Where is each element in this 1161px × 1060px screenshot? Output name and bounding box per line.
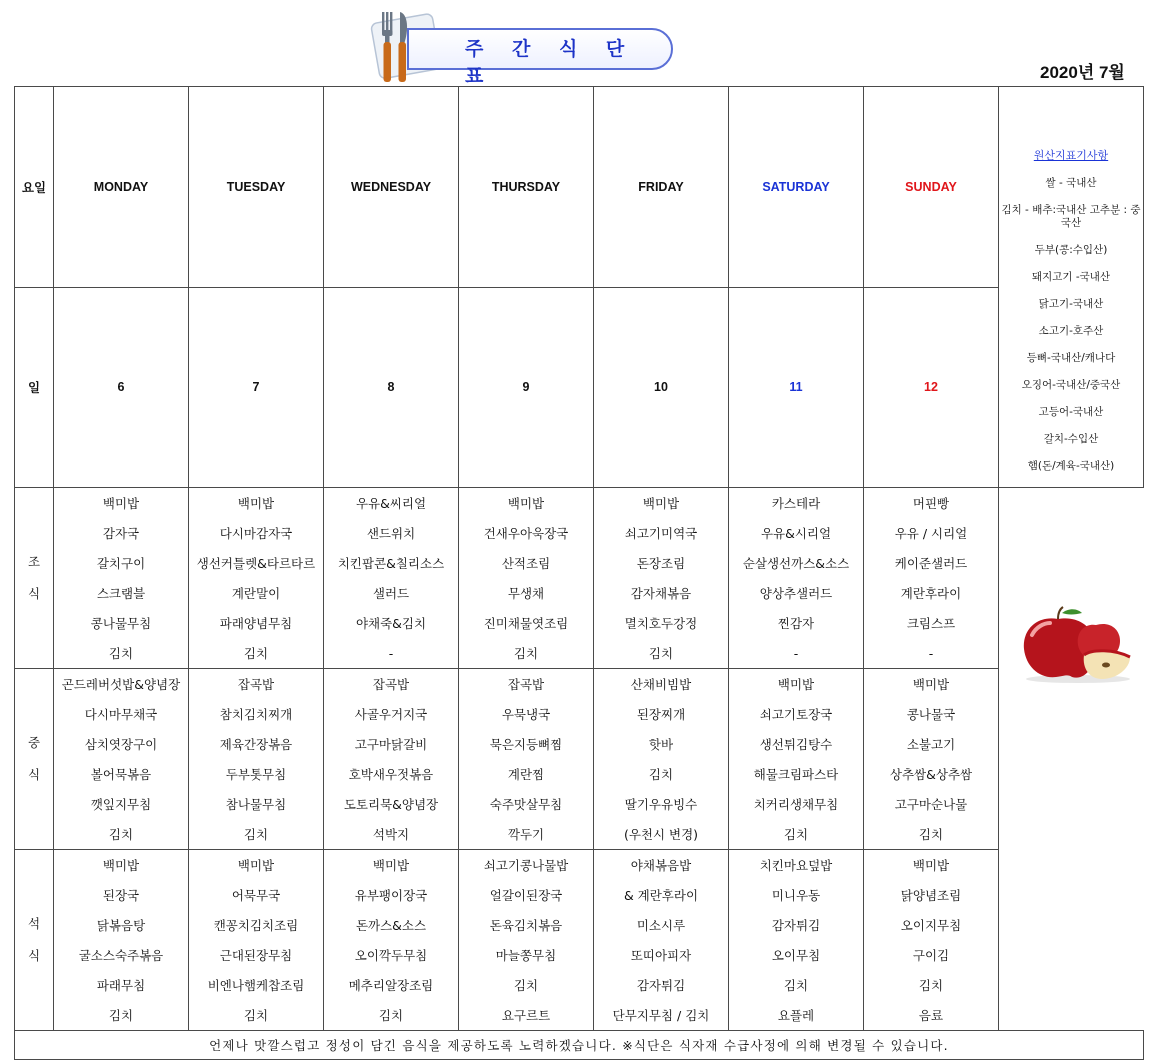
menu-item-text: 핫바 [648,737,674,752]
day-label: 요일 [15,87,54,288]
menu-item [594,970,729,1000]
menu-item [729,548,864,578]
menu-item-text: 김치 [108,646,134,661]
menu-item-text: 제육간장볶음 [219,737,293,752]
menu-item [189,910,324,940]
menu-item-text: 돈육김치볶음 [489,918,563,933]
day-header: THURSDAY [459,87,594,288]
menu-item [729,819,864,850]
menu-item [324,880,459,910]
menu-item-text: 케이준샐러드 [894,556,968,571]
menu-item [729,759,864,789]
menu-item [54,789,189,819]
menu-item [54,970,189,1000]
menu-item [189,608,324,638]
menu-item [459,638,594,669]
menu-item [594,940,729,970]
menu-item-text: 석박지 [372,827,410,842]
origin-title[interactable]: 원산지표기사항 [1033,149,1109,162]
breakfast-label [15,488,54,669]
menu-item [189,669,324,700]
menu-item [864,518,999,548]
menu-item-text: 고구마순나물 [894,797,968,812]
menu-item-text: 스크램블 [96,586,146,601]
menu-item [594,608,729,638]
origin-item: 등뼈-국내산/캐나다 [1026,352,1116,364]
page-title: 주 간 식 단 표 [465,38,636,87]
menu-item-text: 근대된장무침 [219,948,293,963]
menu-item [54,880,189,910]
menu-item-text: 요플레 [777,1008,815,1023]
menu-item-text: 백미밥 [642,496,680,511]
menu-item [864,1000,999,1031]
menu-item [459,608,594,638]
menu-item-text: 순살생선까스&소스 [742,556,850,571]
menu-item [459,940,594,970]
day-header: SATURDAY [729,87,864,288]
menu-item-text: 잡곡밥 [507,677,545,692]
menu-item-text: 미소시루 [636,918,686,933]
menu-item-text: 야채볶음밥 [630,858,692,873]
menu-item [594,1000,729,1031]
menu-item-text: 백미밥 [237,496,275,511]
menu-item [864,789,999,819]
menu-item [324,608,459,638]
date-cell: 11 [729,287,864,488]
menu-item-text: 두부톳무침 [225,767,287,782]
menu-item-text: 또띠아피자 [630,948,692,963]
menu-item [189,488,324,519]
menu-item-text: 깻잎지무침 [90,797,152,812]
menu-item-text: 어묵무국 [231,888,281,903]
menu-item [324,970,459,1000]
menu-item-text: 마늘쫑무침 [495,948,557,963]
menu-item-text: 곤드레버섯밥&양념장 [61,677,181,692]
day-header: SUNDAY [864,87,999,288]
menu-item-text: 오이지무침 [900,918,962,933]
menu-item [459,819,594,850]
menu-item-text: 된장찌개 [636,707,686,722]
date-cell: 7 [189,287,324,488]
menu-item-text: 멸치호두강정 [624,616,698,631]
menu-item-text: 김치 [108,827,134,842]
menu-item [594,518,729,548]
menu-item-text: 김치 [243,1008,269,1023]
menu-item [729,910,864,940]
weekly-menu-table [14,86,1144,1060]
menu-item-text: 고구마닭갈비 [354,737,428,752]
menu-item-text: 카스테라 [771,496,821,511]
menu-item-text: 김치 [108,1008,134,1023]
menu-item [54,548,189,578]
date-cell: 12 [864,287,999,488]
menu-item [729,669,864,700]
menu-item [459,518,594,548]
menu-item-text: 닭볶음탕 [96,918,146,933]
menu-item-text: 구이김 [912,948,950,963]
menu-item [54,729,189,759]
menu-item-text: 김치 [918,978,944,993]
origin-item: 고등어-국내산 [1038,406,1104,418]
menu-item-text: 생선튀김탕수 [759,737,833,752]
day-header: TUESDAY [189,87,324,288]
origin-item: 오징어-국내산/중국산 [1021,379,1121,391]
menu-item-text: 미니우동 [771,888,821,903]
menu-item-text: 김치 [648,646,674,661]
menu-item-text: 딸기우유빙수 [624,797,698,812]
menu-item [729,880,864,910]
meal-label-char: 식 [27,586,41,601]
menu-item-text: 백미밥 [912,858,950,873]
menu-item [864,578,999,608]
meal-label-char: 조 [27,554,41,569]
day-header: FRIDAY [594,87,729,288]
menu-item-text: - [928,645,934,661]
menu-item-text: - [793,645,799,661]
menu-item [189,638,324,669]
menu-item-text: 감자튀김 [636,978,686,993]
menu-item [864,819,999,850]
menu-item-text: 백미밥 [102,858,140,873]
menu-item [729,608,864,638]
menu-item-text: 잡곡밥 [237,677,275,692]
menu-item-text: 우묵냉국 [501,707,551,722]
origin-item: 돼지고기 -국내산 [1031,271,1111,283]
menu-item-text: 쇠고기토장국 [759,707,833,722]
menu-item [864,910,999,940]
menu-item-text: 얼갈이된장국 [489,888,563,903]
menu-item-text: 치킨팝콘&칠리소스 [337,556,445,571]
date-label: 일 [15,287,54,488]
menu-item-text: 참나물무침 [225,797,287,812]
menu-item [459,910,594,940]
menu-item [189,548,324,578]
menu-item [729,940,864,970]
menu-item-text: 파래양념무침 [219,616,293,631]
menu-item-text: 볼어묵볶음 [90,767,152,782]
menu-item [729,850,864,881]
menu-item-text: 치커리생채무침 [753,797,839,812]
menu-item-text: 김치 [783,978,809,993]
origin-item: 소고기-호주산 [1038,325,1104,337]
menu-item [459,669,594,700]
menu-item-text: 콩나물국 [906,707,956,722]
menu-item [324,548,459,578]
menu-item [54,910,189,940]
apple-image [1018,605,1136,683]
menu-item [54,850,189,881]
menu-item-text: 오이깍두무침 [354,948,428,963]
menu-item [459,850,594,881]
menu-item [594,488,729,519]
meal-label-char: 석 [27,916,41,931]
menu-item [459,759,594,789]
menu-item-text: 돈까스&소스 [355,918,427,933]
menu-item [324,819,459,850]
menu-item [54,518,189,548]
menu-item [324,638,459,669]
menu-item [189,970,324,1000]
menu-item-text: 김치 [783,827,809,842]
menu-item [189,699,324,729]
menu-item [54,1000,189,1031]
menu-item [729,578,864,608]
menu-item-text: 우유&시리얼 [760,526,832,541]
menu-item-text: 메추리알장조림 [348,978,434,993]
meal-label-char: 중 [27,735,41,750]
menu-item [729,1000,864,1031]
menu-item-text: 진미채물엿조림 [483,616,569,631]
menu-item [729,518,864,548]
menu-item [54,699,189,729]
menu-item [324,789,459,819]
menu-item [189,819,324,850]
menu-item [729,638,864,669]
menu-item [729,789,864,819]
menu-item [324,910,459,940]
menu-item [324,729,459,759]
menu-item [189,1000,324,1031]
origin-item: 김치 - 배추:국내산 고추분 : 중국산 [1001,204,1141,229]
day-header: MONDAY [54,87,189,288]
menu-item-text: 갈치구이 [96,556,146,571]
menu-item [594,910,729,940]
origin-item: 두부(콩:수입산) [1034,244,1108,256]
menu-item-text: 쇠고기미역국 [624,526,698,541]
menu-item-text: 단무지무침 / 김치 [612,1008,710,1023]
menu-item-text: & 계란후라이 [623,888,699,903]
menu-item-text: 계란말이 [231,586,281,601]
menu-item-text: 김치 [513,646,539,661]
menu-item-text: 김치 [648,767,674,782]
menu-item [459,789,594,819]
menu-item-text: 묵은지등뼈찜 [489,737,563,752]
menu-item [594,548,729,578]
menu-item [459,578,594,608]
menu-item-text: 계란찜 [507,767,545,782]
menu-item-text: 호박새우젓볶음 [348,767,434,782]
menu-item [729,488,864,519]
menu-item-text: 산채비빔밥 [630,677,692,692]
menu-item [54,669,189,700]
menu-item [324,669,459,700]
menu-item-text: 닭양념조림 [900,888,962,903]
menu-item-text: 크림스프 [906,616,956,631]
menu-item [324,850,459,881]
menu-item-text: 백미밥 [372,858,410,873]
menu-item-text: 무생채 [507,586,545,601]
date-cell: 6 [54,287,189,488]
menu-item-text: 삼치엿장구이 [84,737,158,752]
menu-item [54,638,189,669]
menu-item [54,578,189,608]
meal-label-char: 식 [27,767,41,782]
menu-item [594,578,729,608]
menu-item [189,850,324,881]
menu-item-text: 콩나물무침 [90,616,152,631]
menu-item [594,669,729,700]
menu-item [54,940,189,970]
menu-item-text: 생선커틀렛&타르타르 [196,556,316,571]
menu-item-text: 사골우거지국 [354,707,428,722]
menu-item-text: 도토리묵&양념장 [343,797,439,812]
menu-item-text: 백미밥 [777,677,815,692]
menu-item-text: 숙주맛살무침 [489,797,563,812]
menu-item-text: 오이무침 [771,948,821,963]
menu-item-text: 야채죽&김치 [355,616,427,631]
menu-item-text: 감자튀김 [771,918,821,933]
menu-item-text: 백미밥 [237,858,275,873]
menu-item [594,789,729,819]
menu-item-text: 머핀빵 [912,496,950,511]
menu-item [594,759,729,789]
menu-item-text: 유부팽이장국 [354,888,428,903]
menu-item [864,850,999,881]
dinner-label [15,850,54,1031]
menu-item [189,940,324,970]
menu-item [864,488,999,519]
menu-item-text: 쇠고기콩나물밥 [483,858,569,873]
menu-item-text: 파래무침 [96,978,146,993]
menu-item [459,699,594,729]
menu-item [864,759,999,789]
menu-item-text: 김치 [243,646,269,661]
menu-item [729,970,864,1000]
menu-item-text: 계란후라이 [900,586,962,601]
menu-item-text: 우유 / 시리얼 [894,526,968,541]
menu-item-text: 찐감자 [777,616,815,631]
menu-item [594,729,729,759]
menu-item-text: 건새우아욱장국 [483,526,569,541]
menu-item-text: 다시마무채국 [84,707,158,722]
menu-item [594,850,729,881]
menu-item [459,488,594,519]
menu-item [459,880,594,910]
menu-item [459,729,594,759]
menu-item [54,488,189,519]
menu-item-text: 된장국 [102,888,140,903]
month-label: 2020년 7월 [1040,63,1125,82]
menu-item-text: 김치 [243,827,269,842]
menu-item [54,819,189,850]
menu-item [324,518,459,548]
menu-item-text: 샐러드 [372,586,410,601]
menu-item-text: 음료 [918,1008,944,1023]
menu-item-text: 비엔나햄케찹조림 [207,978,305,993]
menu-item-text: 샌드위치 [366,526,416,541]
menu-item [54,608,189,638]
menu-item-text: 해물크림파스타 [753,767,839,782]
menu-item-text: 김치 [378,1008,404,1023]
menu-item-text: (우천시 변경) [623,827,699,842]
origin-item: 갈치-수입산 [1043,433,1099,445]
menu-item-text: 굴소스숙주볶음 [78,948,164,963]
footer-note: 언제나 맛깔스럽고 정성이 담긴 음식을 제공하도록 노력하겠습니다. ※식단은 식자재 수급사정에 의해 변경될 수 있습니다. [15,1031,1144,1060]
menu-item [594,880,729,910]
menu-item [189,518,324,548]
menu-item-text: 요구르트 [501,1008,551,1023]
origin-item: 쌀 - 국내산 [1045,177,1097,189]
menu-item-text: 감자채볶음 [630,586,692,601]
menu-item [189,578,324,608]
origin-panel [999,87,1144,488]
menu-item [729,699,864,729]
origin-item: 닭고기-국내산 [1038,298,1104,310]
menu-item [864,669,999,700]
menu-item-text: 백미밥 [912,677,950,692]
day-header: WEDNESDAY [324,87,459,288]
menu-item [324,759,459,789]
menu-item-text: 잡곡밥 [372,677,410,692]
menu-item [864,970,999,1000]
menu-item [54,759,189,789]
menu-item [459,1000,594,1031]
menu-item [324,940,459,970]
menu-item [864,638,999,669]
date-cell: 10 [594,287,729,488]
menu-item-text: 다시마감자국 [219,526,293,541]
menu-item-text: 참치김치찌개 [219,707,293,722]
menu-item-text: 백미밥 [102,496,140,511]
lunch-label [15,669,54,850]
menu-item [324,488,459,519]
menu-item [189,880,324,910]
menu-item-text: 양상추샐러드 [759,586,833,601]
menu-item-text: 깍두기 [507,827,545,842]
menu-item [594,819,729,850]
menu-item [594,699,729,729]
menu-item [459,548,594,578]
origin-item: 햄(돈/계육-국내산) [1027,460,1115,472]
menu-item-text: 산적조림 [501,556,551,571]
menu-item-text: 캔꽁치김치조림 [213,918,299,933]
menu-item [864,880,999,910]
menu-item-text: 우유&씨리얼 [355,496,427,511]
meal-label-char: 식 [27,948,41,963]
menu-item-text: 김치 [513,978,539,993]
menu-item [324,1000,459,1031]
menu-item [189,729,324,759]
menu-item [189,759,324,789]
menu-item-text: 돈장조림 [636,556,686,571]
date-cell: 9 [459,287,594,488]
menu-item [864,548,999,578]
menu-item [864,699,999,729]
menu-item [324,578,459,608]
menu-item-text: 감자국 [102,526,140,541]
menu-item [729,729,864,759]
menu-item [324,699,459,729]
menu-item [864,940,999,970]
menu-item-text: 백미밥 [507,496,545,511]
menu-item-text: 소불고기 [906,737,956,752]
menu-item-text: 치킨마요덮밥 [759,858,833,873]
menu-item-text: 김치 [918,827,944,842]
menu-item [864,608,999,638]
menu-item [189,789,324,819]
date-cell: 8 [324,287,459,488]
menu-item-text: 상추쌈&상추쌈 [889,767,973,782]
menu-item [459,970,594,1000]
title-banner [367,8,677,87]
menu-item [864,729,999,759]
menu-item-text: - [388,645,394,661]
menu-item [594,638,729,669]
